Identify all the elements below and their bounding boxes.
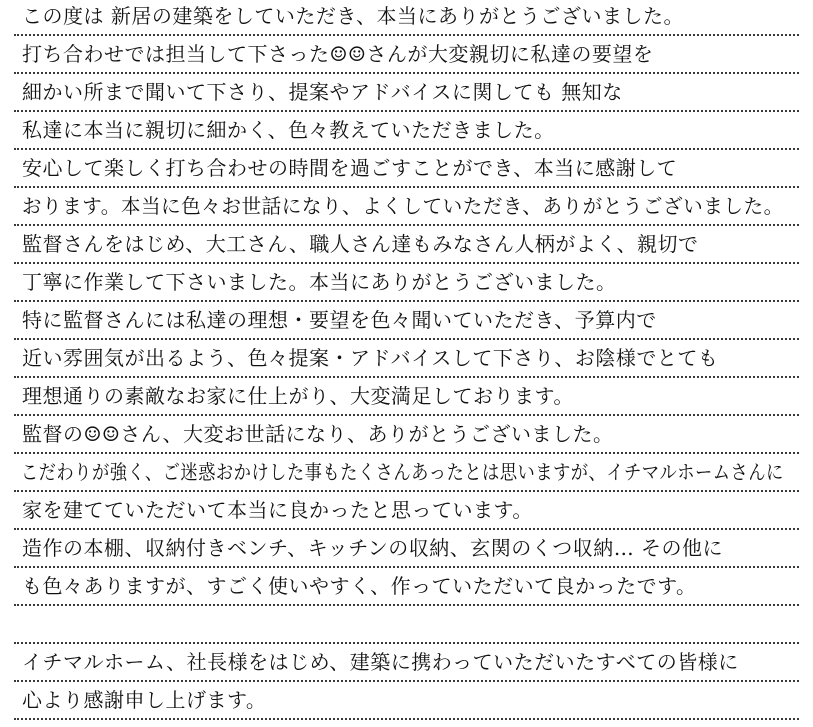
letter-line-text: 丁寧に作業して下さいました。本当にありがとうございました。 xyxy=(22,270,617,294)
letter-line xyxy=(14,686,799,720)
letter-line xyxy=(14,496,799,530)
letter-line-text: 理想通りの素敵なお家に仕上がり、大変満足しております。 xyxy=(22,384,574,408)
letter-line xyxy=(14,648,799,682)
letter-line xyxy=(14,306,799,340)
letter-line-text: 心より感謝申し上げます。 xyxy=(22,688,267,712)
letter-line xyxy=(14,344,799,378)
letter-line-text: 監督の☺☺さん、大変お世話になり、ありがとうございました。 xyxy=(22,422,614,446)
letter-line xyxy=(14,268,799,302)
letter-line xyxy=(14,40,799,74)
letter-line xyxy=(14,116,799,150)
letter-line-text: 私達に本当に親切に細かく、色々教えていただきました。 xyxy=(22,118,555,142)
letter-line xyxy=(14,572,799,606)
letter-line xyxy=(14,192,799,226)
letter-line-text: 監督さんをはじめ、大工さん、職人さん達もみなさん人柄がよく、親切で xyxy=(22,232,699,256)
letter-line xyxy=(14,154,799,188)
letter-line-text: イチマルホーム、社長様をはじめ、建築に携わっていただいたすべての皆様に xyxy=(22,650,739,674)
letter-line-text: も色々ありますが、すごく使いやすく、作っていただいて良かったです。 xyxy=(22,574,697,598)
letter-line-text: この度は 新居の建築をしていただき、本当にありがとうございました。 xyxy=(22,4,685,28)
letter-line xyxy=(14,230,799,264)
letter-line-blank xyxy=(14,610,799,644)
letter-line-text: こだわりが強く、ご迷惑おかけした事もたくさんあったとは思いますが、イチマルホームさんに xyxy=(20,460,784,484)
letter-line xyxy=(14,420,799,454)
letter-line xyxy=(14,458,799,492)
letter-line-text: 細かい所まで聞いて下さり、提案やアドバイスに関しても 無知な xyxy=(22,80,623,104)
letter-line-text: 特に監督さんには私達の理想・要望を色々聞いていただき、予算内で xyxy=(22,308,657,332)
letter-line xyxy=(14,534,799,568)
letter-line-text: 近い雰囲気が出るよう、色々提案・アドバイスして下さり、お陰様でとても xyxy=(22,346,719,370)
letter-line-text: 造作の本棚、収納付きベンチ、キッチンの収納、玄関のくつ収納… その他に xyxy=(22,536,724,560)
letter-line xyxy=(14,78,799,112)
letter-line xyxy=(14,2,799,36)
letter-line-text: 安心して楽しく打ち合わせの時間を過ごすことができ、本当に感謝して xyxy=(22,156,678,180)
letter-line xyxy=(14,382,799,416)
letter-line-text: おります。本当に色々お世話になり、よくしていただき、ありがとうございました。 xyxy=(21,194,784,218)
letter-line-text: 家を建てていただいて本当に良かったと思っています。 xyxy=(22,498,533,522)
letter-line-text: 打ち合わせでは担当して下さった☺☺さんが大変親切に私達の要望を xyxy=(22,42,654,66)
